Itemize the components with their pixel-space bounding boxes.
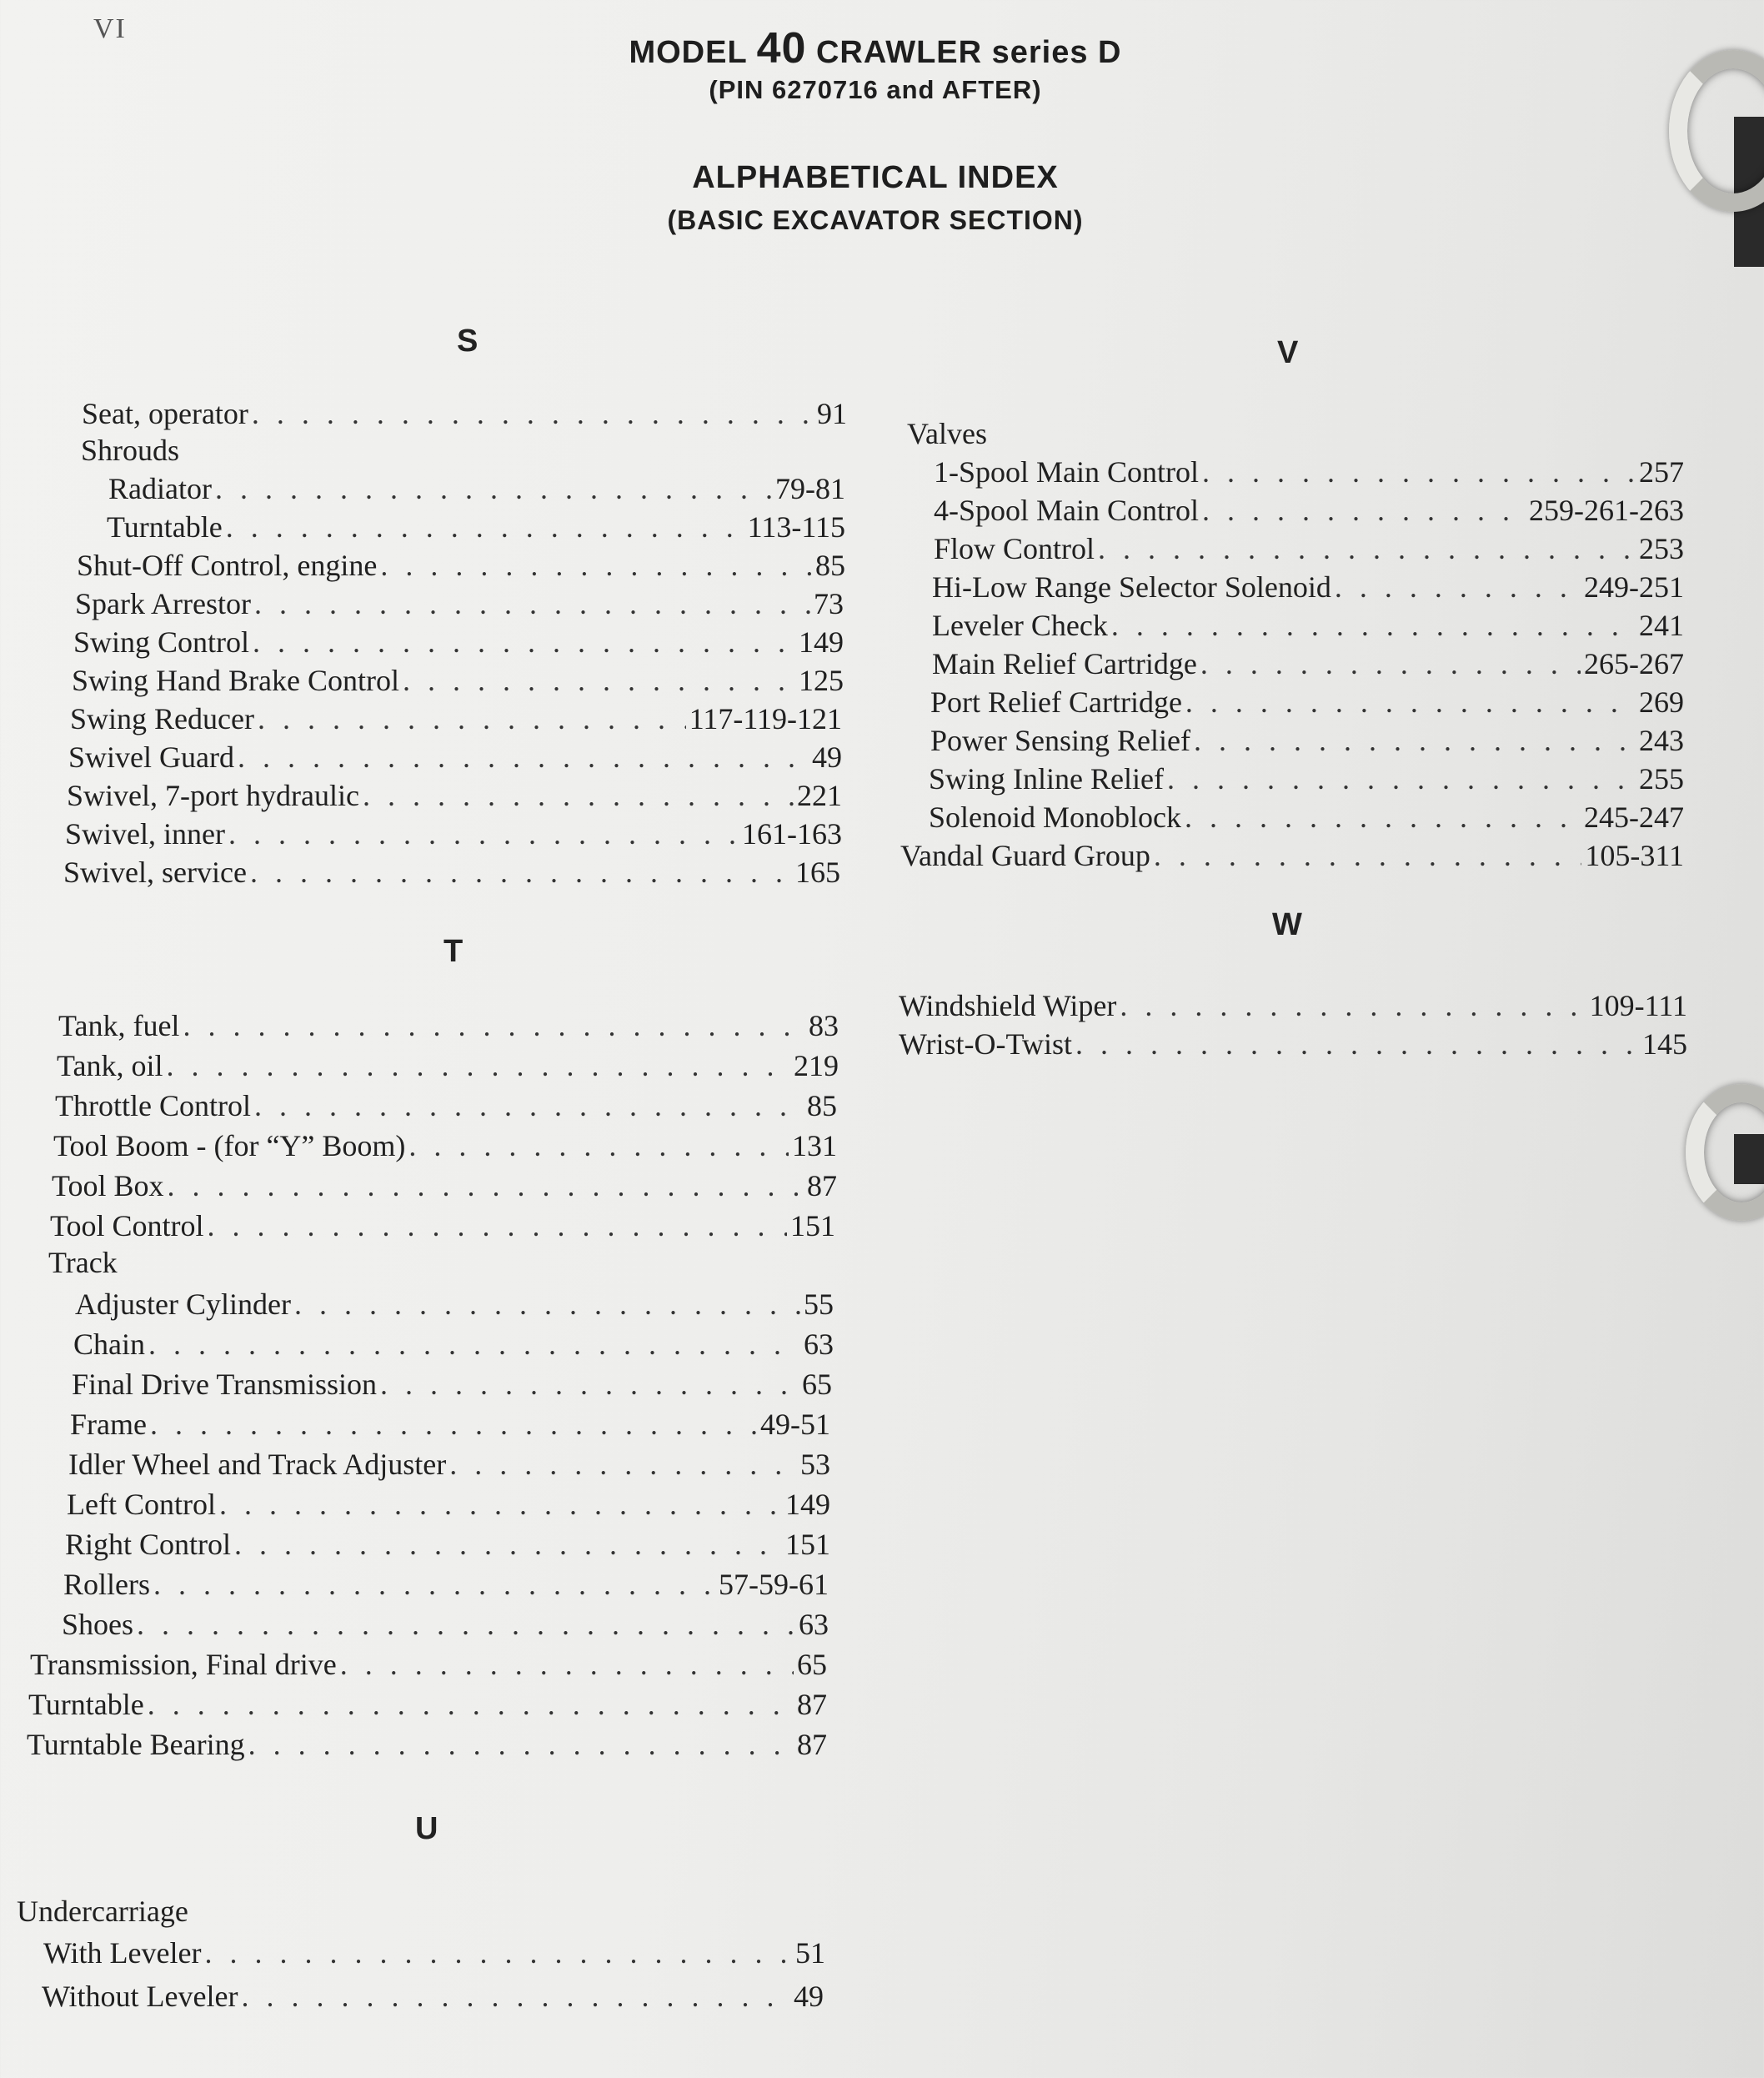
- entry-page: 109-111: [1589, 989, 1687, 1022]
- leader-dots: [148, 1326, 800, 1363]
- index-entry: [932, 607, 1684, 644]
- entry-name: Tool Control: [50, 1209, 204, 1242]
- entry-name: Left Control: [67, 1488, 216, 1521]
- leader-dots: [1120, 987, 1586, 1024]
- entry-page: 255: [1639, 762, 1684, 796]
- leader-dots: [248, 1726, 794, 1763]
- leader-dots: [252, 395, 814, 432]
- entry-page: 117-119-121: [689, 702, 842, 735]
- entry-name: 1-Spool Main Control: [934, 455, 1200, 489]
- leader-dots: [219, 1486, 782, 1523]
- leader-dots: [363, 777, 794, 814]
- entry-name: Tool Box: [52, 1169, 164, 1202]
- index-entry: [899, 987, 1687, 1024]
- entry-name: Radiator: [108, 472, 212, 505]
- leader-dots: [258, 700, 686, 737]
- index-entry: [68, 1446, 830, 1483]
- index-entry: [65, 816, 842, 852]
- entry-name: Power Sensing Relief: [930, 724, 1190, 757]
- model-prefix: MODEL: [629, 35, 747, 70]
- index-group-heading: Valves: [907, 417, 987, 450]
- entry-page: 149: [799, 625, 844, 659]
- entry-name: Wrist-O-Twist: [899, 1027, 1073, 1061]
- entry-name: Right Control: [65, 1528, 232, 1561]
- leader-dots: [294, 1286, 800, 1323]
- index-entry: [65, 1526, 830, 1563]
- entry-page: 65: [802, 1368, 832, 1401]
- leader-dots: [1098, 530, 1636, 567]
- entry-name: Swivel Guard: [68, 740, 234, 774]
- index-entry: [53, 1127, 837, 1164]
- index-group-heading: Undercarriage: [17, 1895, 188, 1928]
- entry-page: 55: [804, 1287, 834, 1321]
- entry-name: Swivel, 7-port hydraulic: [67, 779, 359, 812]
- leader-dots: [226, 509, 744, 545]
- leader-dots: [207, 1207, 787, 1244]
- leader-dots: [148, 1686, 794, 1723]
- index-entry: [932, 569, 1684, 605]
- entry-name: Swivel, service: [63, 856, 247, 889]
- index-entry: [52, 1167, 837, 1204]
- index-entry: [107, 509, 845, 545]
- entry-page: 151: [790, 1209, 835, 1242]
- leader-dots: [408, 1127, 789, 1164]
- entry-page: 165: [795, 856, 840, 889]
- entry-page: 73: [814, 587, 844, 620]
- entry-name: Turntable: [107, 510, 223, 544]
- leader-dots: [380, 1366, 799, 1403]
- index-entry: [929, 799, 1684, 836]
- leader-dots: [1335, 569, 1581, 605]
- entry-name: Swing Control: [73, 625, 250, 659]
- section-letter-u: U: [415, 1811, 438, 1846]
- entry-name: Flow Control: [934, 532, 1095, 565]
- leader-dots: [238, 739, 809, 775]
- entry-page: 105-311: [1585, 839, 1684, 872]
- leader-dots: [1185, 799, 1581, 836]
- index-entry: [63, 854, 840, 891]
- entry-name: Swing Hand Brake Control: [72, 664, 399, 697]
- entry-page: 87: [807, 1169, 837, 1202]
- index-entry: [72, 662, 844, 699]
- index-entry: [934, 492, 1684, 529]
- index-entry: [934, 454, 1684, 490]
- entry-name: Without Leveler: [42, 1980, 238, 2013]
- entry-name: Windshield Wiper: [899, 989, 1117, 1022]
- leader-dots: [1111, 607, 1636, 644]
- leader-dots: [215, 470, 772, 507]
- index-entry: [77, 547, 845, 584]
- leader-dots: [168, 1167, 804, 1204]
- leader-dots: [1154, 837, 1581, 874]
- leader-dots: [166, 1047, 790, 1084]
- entry-name: Transmission, Final drive: [30, 1648, 337, 1681]
- entry-name: Idler Wheel and Track Adjuster: [68, 1448, 447, 1481]
- index-entry: [55, 1087, 837, 1124]
- entry-page: 65: [797, 1648, 827, 1681]
- entry-name: Hi-Low Range Selector Solenoid: [932, 570, 1331, 604]
- index-entry: [82, 395, 847, 432]
- entry-page: 219: [794, 1049, 839, 1082]
- leader-dots: [1202, 454, 1636, 490]
- pin-range: (PIN 6270716 and AFTER): [709, 75, 1042, 104]
- index-entry: [930, 684, 1684, 720]
- index-entry: [899, 1026, 1687, 1062]
- leader-dots: [1202, 492, 1526, 529]
- entry-name: Rollers: [63, 1568, 150, 1601]
- entry-page: 49: [812, 740, 842, 774]
- entry-name: Chain: [73, 1328, 145, 1361]
- leader-dots: [340, 1646, 794, 1683]
- index-entry: [934, 530, 1684, 567]
- leader-dots: [1194, 722, 1636, 759]
- entry-page: 253: [1639, 532, 1684, 565]
- index-group-heading: Track: [48, 1246, 118, 1279]
- index-entry: [930, 722, 1684, 759]
- entry-name: Adjuster Cylinder: [75, 1287, 291, 1321]
- entry-name: Main Relief Cartridge: [932, 647, 1197, 680]
- leader-dots: [137, 1606, 795, 1643]
- leader-dots: [250, 854, 792, 891]
- index-entry: [75, 1286, 834, 1323]
- section-letter-t: T: [444, 934, 464, 969]
- entry-name: Shoes: [62, 1608, 134, 1641]
- entry-page: 125: [799, 664, 844, 697]
- model-title: [534, 23, 1217, 73]
- index-entry: [73, 624, 844, 660]
- leader-dots: [183, 1007, 805, 1044]
- index-entry: [50, 1207, 835, 1244]
- entry-page: 145: [1642, 1027, 1687, 1061]
- entry-name: Throttle Control: [55, 1089, 251, 1122]
- leader-dots: [1200, 645, 1581, 682]
- index-entry: [57, 1047, 839, 1084]
- leader-dots: [234, 1526, 782, 1563]
- section-letter-s: S: [457, 324, 479, 359]
- leader-dots: [1185, 684, 1636, 720]
- leader-dots: [253, 624, 795, 660]
- index-entry: [28, 1686, 827, 1723]
- leader-dots: [150, 1406, 757, 1443]
- entry-page: 53: [800, 1448, 830, 1481]
- section-letter-v: V: [1277, 335, 1299, 370]
- index-entry: [72, 1366, 832, 1403]
- entry-name: Solenoid Monoblock: [929, 801, 1181, 834]
- section-subtitle: (BASIC EXCAVATOR SECTION): [667, 205, 1084, 235]
- entry-page: 245-247: [1584, 801, 1684, 834]
- index-entry: [62, 1606, 829, 1643]
- entry-page: 49: [794, 1980, 824, 2013]
- entry-name: Turntable Bearing: [27, 1728, 245, 1761]
- entry-name: Tank, oil: [57, 1049, 163, 1082]
- entry-page: 257: [1639, 455, 1684, 489]
- section-letter-w: W: [1272, 907, 1302, 942]
- index-title: ALPHABETICAL INDEX: [692, 160, 1059, 195]
- leader-dots: [254, 1087, 804, 1124]
- entry-name: 4-Spool Main Control: [934, 494, 1200, 527]
- entry-page: 151: [785, 1528, 830, 1561]
- entry-page: 49-51: [760, 1408, 830, 1441]
- entry-name: Swing Inline Relief: [929, 762, 1164, 796]
- leader-dots: [241, 1978, 790, 2015]
- model-suffix: CRAWLER series D: [815, 35, 1122, 70]
- entry-page: 241: [1639, 609, 1684, 642]
- entry-name: Swivel, inner: [65, 817, 225, 851]
- entry-page: 269: [1639, 685, 1684, 719]
- entry-page: 51: [795, 1936, 825, 1970]
- entry-name: Final Drive Transmission: [72, 1368, 378, 1401]
- entry-name: Shut-Off Control, engine: [77, 549, 378, 582]
- index-entry: [73, 1326, 834, 1363]
- entry-page: 221: [797, 779, 842, 812]
- leader-dots: [254, 585, 810, 622]
- entry-name: Port Relief Cartridge: [930, 685, 1182, 719]
- index-entry: [42, 1978, 824, 2015]
- index-entry: [70, 1406, 830, 1443]
- entry-page: 113-115: [747, 510, 845, 544]
- entry-page: 57-59-61: [719, 1568, 829, 1601]
- entry-page: 91: [817, 397, 847, 430]
- leader-dots: [380, 547, 812, 584]
- entry-page: 85: [815, 549, 845, 582]
- entry-page: 259-261-263: [1529, 494, 1684, 527]
- leader-dots: [204, 1935, 792, 1971]
- index-group-heading: Shrouds: [81, 434, 180, 467]
- leader-dots: [1167, 760, 1636, 797]
- index-entry: [75, 585, 844, 622]
- index-entry: [68, 739, 842, 775]
- binder-ring-icon: [1669, 50, 1764, 212]
- entry-page: 83: [809, 1009, 839, 1042]
- entry-name: Vandal Guard Group: [900, 839, 1150, 872]
- entry-page: 161-163: [742, 817, 842, 851]
- model-number: 40: [756, 24, 807, 73]
- entry-page: 85: [807, 1089, 837, 1122]
- binder-ring-icon: [1686, 1084, 1764, 1221]
- entry-page: 63: [804, 1328, 834, 1361]
- leader-dots: [403, 662, 795, 699]
- entry-name: Swing Reducer: [70, 702, 254, 735]
- index-entry: [67, 1486, 830, 1523]
- leader-dots: [1075, 1026, 1639, 1062]
- entry-page: 131: [792, 1129, 837, 1162]
- page-number: VI: [93, 13, 127, 44]
- index-entry: [27, 1726, 827, 1763]
- entry-page: 87: [797, 1688, 827, 1721]
- entry-name: Tool Boom - (for “Y” Boom): [53, 1129, 406, 1162]
- entry-page: 265-267: [1584, 647, 1684, 680]
- index-entry: [58, 1007, 839, 1044]
- index-entry: [30, 1646, 827, 1683]
- entry-name: Spark Arrestor: [75, 587, 251, 620]
- entry-page: 79-81: [775, 472, 845, 505]
- index-entry: [67, 777, 842, 814]
- leader-dots: [228, 816, 739, 852]
- entry-page: 63: [799, 1608, 829, 1641]
- entry-name: Leveler Check: [932, 609, 1108, 642]
- index-entry: [108, 470, 845, 507]
- entry-name: Frame: [70, 1408, 147, 1441]
- index-entry: [63, 1566, 829, 1603]
- index-entry: [900, 837, 1684, 874]
- index-entry: [932, 645, 1684, 682]
- entry-name: Seat, operator: [82, 397, 248, 430]
- entry-page: 149: [785, 1488, 830, 1521]
- leader-dots: [153, 1566, 715, 1603]
- index-entry: [43, 1935, 825, 1971]
- entry-name: Turntable: [28, 1688, 144, 1721]
- index-entry: [929, 760, 1684, 797]
- entry-page: 87: [797, 1728, 827, 1761]
- entry-name: Tank, fuel: [58, 1009, 180, 1042]
- leader-dots: [449, 1446, 797, 1483]
- entry-page: 249-251: [1584, 570, 1684, 604]
- index-entry: [70, 700, 842, 737]
- entry-name: With Leveler: [43, 1936, 202, 1970]
- entry-page: 243: [1639, 724, 1684, 757]
